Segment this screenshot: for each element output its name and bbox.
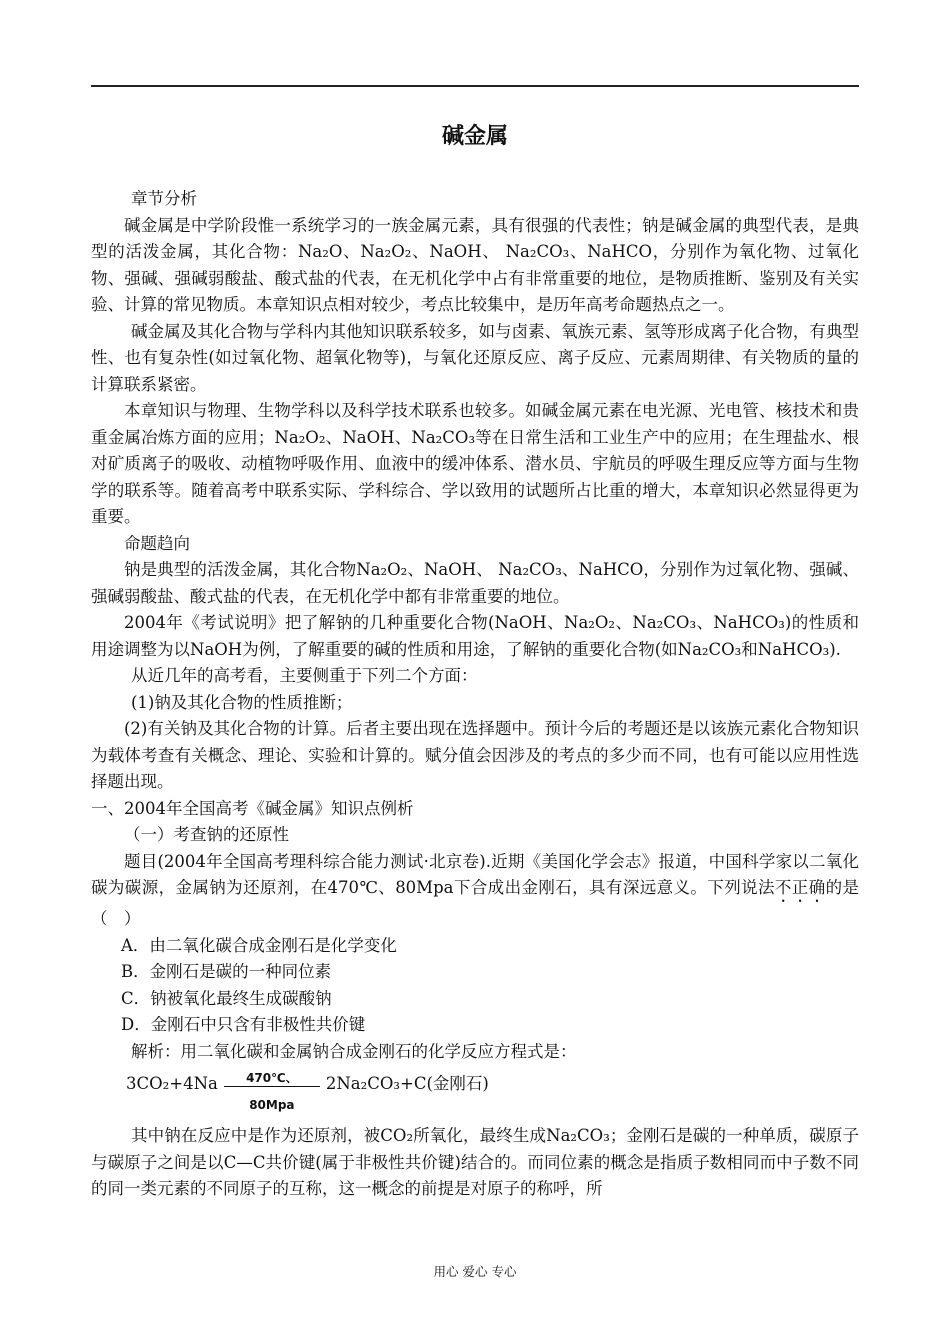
question-text <box>91 849 876 933</box>
trend-heading: 命题趋向 <box>124 533 190 553</box>
paragraph-last: 其中钠在反应中是作为还原剂，被CO₂所氧化，最终生成Na₂CO₃；金刚石是碳的一种单质，碳原子与碳原子之间是以C—C共价键(属于非极性共价键)结合的。而同位素的概念是指质子数相同而中子数不同的同一类元素的不同原子的互称，这一概念的前提是对原子的称呼，所 <box>91 1126 859 1198</box>
option-c: C．钠被氧化最终生成碳酸钠 <box>121 988 332 1008</box>
list-item-2: (2)有关钠及其化合物的计算。后者主要出现在选择题中。预计今后的考题还是以该族元素化合物知识为载体考查有关概念、理论、实验和计算的。赋分值会因涉及的考点的多少而不同，也有可能以应用性选择题出现。 <box>91 719 859 791</box>
header-rule <box>91 85 859 87</box>
subsection-heading-1: （一）考查钠的还原性 <box>124 825 289 844</box>
section-heading-1: 一、2004年全国高考《碱金属》知识点例析 <box>91 798 414 818</box>
analysis-text: 解析：用二氧化碳和金属钠合成金刚石的化学反应方程式是： <box>131 1041 577 1061</box>
paragraph-2: 碱金属及其化合物与学科内其他知识联系较多，如与卤素、氧族元素、氢等形成离子化合物，有典型性、也有复杂性(如过氧化物、超氧化物等)，与氧化还原反应、离子反应、元素周期律、有关物质的量的计算联系紧密。 <box>91 321 859 394</box>
question-emphasis: 不正确 <box>774 878 826 897</box>
option-d: D．金刚石中只含有非极性共价键 <box>121 1015 366 1034</box>
paragraph-5: 2004年《考试说明》把了解钠的几种重要化合物(NaOH、Na₂O₂、Na₂CO₃、NaHCO₃)的性质和用途调整为以NaOH为例，了解重要的碱的性质和用途，了解钠的重要化合物(如Na₂CO₃和NaHCO₃). <box>91 613 859 659</box>
reaction-line <box>224 1086 320 1087</box>
page-footer: 用心 爱心 专心 <box>433 1264 517 1279</box>
question-text-part2: 的是 （ ） <box>91 878 876 928</box>
option-b: B．金刚石是碳的一种同位素 <box>121 962 332 981</box>
equation-reactants: 3CO₂+4Na <box>126 1073 218 1093</box>
chapter-heading: 章节分析 <box>131 189 197 208</box>
option-a: A．由二氧化碳合成金刚石是化学变化 <box>121 935 397 955</box>
paragraph-1: 碱金属是中学阶段惟一系统学习的一族金属元素，具有很强的代表性；钠是碱金属的典型代表，是典型的活泼金属，其化合物：Na₂O、Na₂O₂、NaOH、 Na₂CO₃、NaHCO，分别作为氧化物、过氧化物、强碱、强碱弱酸盐、酸式盐的代表，在无机化学中占有非常重要的地位，是物质推断、鉴别及有关实验、计算的常见物质。本章知识点相对较少，考点比较集中，是历年高考命题热点之一。 <box>91 215 859 314</box>
paragraph-6: 从近几年的高考看，主要侧重于下列二个方面： <box>131 666 478 685</box>
question-text-part1: 题目(2004年全国高考理科综合能力测试·北京卷).近期《美国化学会志》报道，中国科学家以二氧化碳为碳源，金属钠为还原剂，在470℃、80Mpa下合成出金刚石，具有深远意义。下列说法 <box>91 851 859 897</box>
reaction-condition: 470℃、80Mpa <box>246 1071 298 1112</box>
document-body <box>91 186 876 1203</box>
chemical-equation <box>91 1069 859 1112</box>
list-item-1: (1)钠及其化合物的性质推断； <box>131 692 353 712</box>
paragraph-3: 本章知识与物理、生物学科以及科学技术联系也较多。如碱金属元素在电光源、光电管、核技术和贵重金属冶炼方面的应用；Na₂O₂、NaOH、Na₂CO₃等在日常生活和工业生产中的应用；在生理盐水、根对矿质离子的吸收、动植物呼吸作用、血液中的缓冲体系、潜水员、宇航员的呼吸生理反应等方面与生物学的联系等。随着高考中联系实际、学科综合、学以致用的试题所占比重的增大，本章知识必然显得更为重要。 <box>91 401 859 526</box>
paragraph-4: 钠是典型的活泼金属，其化合物Na₂O₂、NaOH、 Na₂CO₃、NaHCO，分别作为过氧化物、强碱、强碱弱酸盐、酸式盐的代表，在无机化学中都有非常重要的地位。 <box>91 560 859 606</box>
equation-products: 2Na₂CO₃+C(金刚石) <box>325 1073 489 1093</box>
reaction-arrow <box>224 1071 320 1112</box>
page-title: 碱金属 <box>441 124 508 149</box>
